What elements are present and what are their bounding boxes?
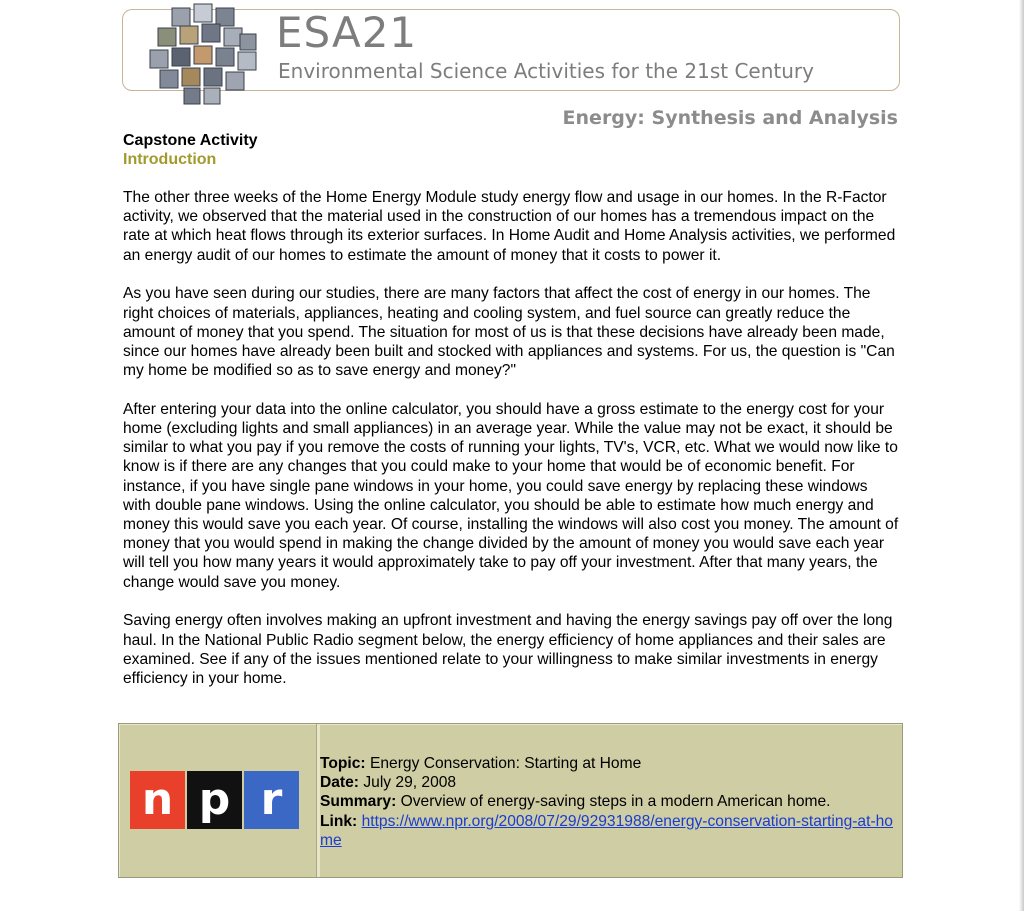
npr-logo-n: n	[130, 771, 185, 829]
paragraph: Saving energy often involves making an upfront investment and having the energy savings pay off over the long haul. In the National Public Radio segment below, the energy efficiency of home appliances and their sales are examined. See if any of the issues mentioned relate to your willingness to make similar investments in energy efficiency in your home.	[123, 612, 893, 687]
page-edge-shadow	[1019, 0, 1024, 911]
npr-logo	[130, 771, 299, 829]
section-title: Energy: Synthesis and Analysis	[562, 107, 898, 129]
npr-date: July 29, 2008	[363, 774, 457, 792]
npr-topic-row	[320, 754, 900, 773]
npr-link-row	[320, 812, 900, 850]
npr-date-label: Date:	[320, 774, 359, 792]
npr-summary-row	[320, 792, 900, 811]
npr-date-row	[320, 773, 900, 792]
npr-topic-label: Topic:	[320, 755, 366, 772]
body-text	[123, 188, 899, 708]
npr-article-link[interactable]: https://www.npr.org/2008/07/29/92931988/energy-conservation-starting-at-home	[320, 812, 893, 849]
npr-logo-r: r	[244, 771, 299, 829]
paragraph: The other three weeks of the Home Energy Module study energy flow and usage in our homes. In the R-Factor activity, we observed that the material used in the construction of our homes has a tremendous impact on the rate at which heat flows through its exterior surfaces. In Home Audit and Home Analysis activities, we performed an energy audit of our homes to estimate the amount of money that it costs to power it.	[123, 189, 896, 264]
intro-subheading: Introduction	[123, 151, 217, 168]
npr-info-table	[118, 723, 903, 878]
npr-link-label: Link:	[320, 812, 358, 830]
paragraph: After entering your data into the online calculator, you should have a gross estimate to the energy cost for your home (excluding lights and small appliances) in an average year. While the value may not be exact, it should be similar to what you pay if you remove the costs of running your lights, TV's, VCR, etc. What we would now like to know is if there are any changes that you could make to your home that would be of economic benefit. For instance, if you have single pane windows in your home, you could save energy by replacing these windows with double pane windows. Using the online calculator, you should be able to estimate how much energy and money this would save you each year. Of course, installing the windows will also cost you money. The amount of money that you would spend in making the change divided by the amount of money you would save each year will tell you how many years it would approximately take to pay off your investment. After that many years, the change would save you money.	[123, 400, 899, 591]
cube-logo-icon	[144, 0, 264, 106]
activity-label: Capstone Activity	[123, 132, 258, 149]
npr-details	[320, 754, 900, 850]
npr-summary: Overview of energy-saving steps in a modern American home.	[400, 793, 831, 811]
banner-subtitle: Environmental Science Activities for the 21st Century	[278, 59, 814, 83]
banner-title: ESA21	[276, 8, 418, 57]
npr-topic: Energy Conservation: Starting at Home	[369, 755, 642, 772]
npr-summary-label: Summary:	[320, 793, 397, 811]
paragraph: As you have seen during our studies, there are many factors that affect the cost of energy in our homes. The right choices of materials, appliances, heating and cooling system, and fuel source can greatly reduce the amount of money that you spend. The situation for most of us is that these decisions have already been made, since our homes have already been built and stocked with appliances and systems. For us, the question is "Can my home be modified so as to save energy and money?"	[123, 285, 895, 380]
npr-logo-p: p	[187, 771, 242, 829]
